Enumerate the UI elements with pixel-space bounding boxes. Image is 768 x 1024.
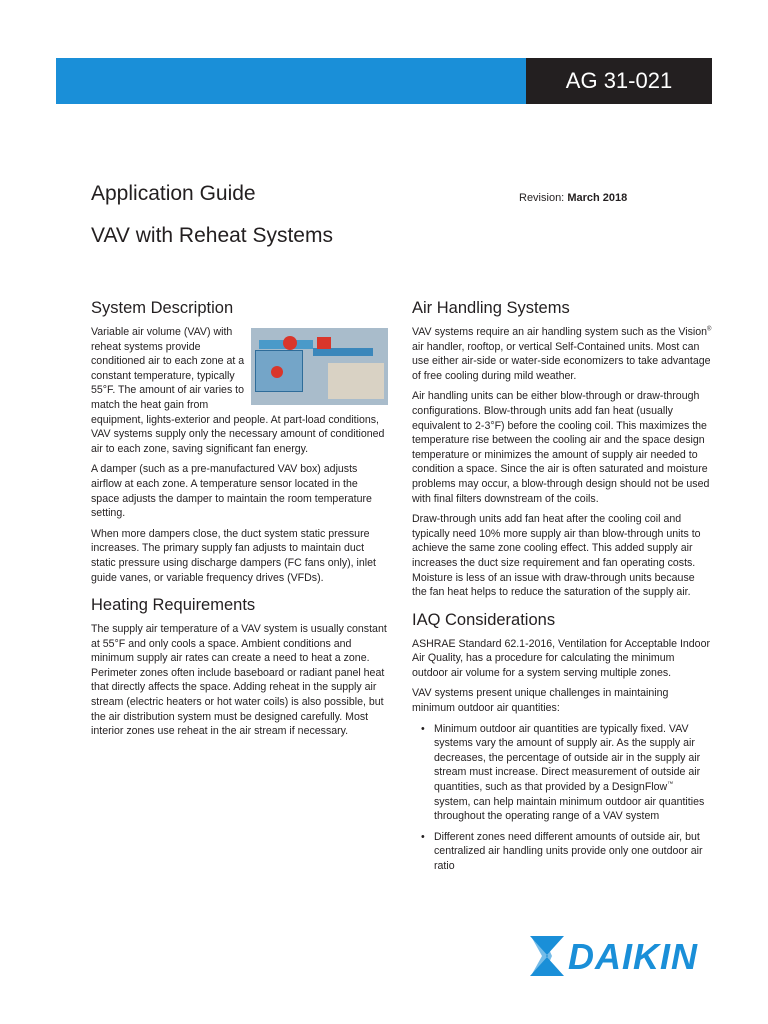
doc-title: Application Guide bbox=[91, 182, 256, 205]
list-item bbox=[434, 722, 712, 824]
iaq-bullet-list bbox=[412, 722, 712, 874]
illustration-vav-box bbox=[317, 337, 331, 349]
revision-date: March 2018 bbox=[567, 192, 628, 204]
paragraph: A damper (such as a pre-manufactured VAV box) adjusts airflow at each zone. A temperature sensor located in the space adjusts the damper to maintain the room temperature setting. bbox=[91, 463, 372, 520]
paragraph: Draw-through units add fan heat after the cooling coil and typically need 10% more supply air than blow-through units to achieve the same zone cooling effect. This added supply air increases the duct size requirement and fan operating costs. Moisture is less of an issue with draw-through units because the fan heat helps to reduce the saturation of the supply air. bbox=[412, 513, 701, 599]
doc-subtitle: VAV with Reheat Systems bbox=[91, 224, 333, 247]
header-band bbox=[56, 58, 526, 104]
paragraph: When more dampers close, the duct system static pressure increases. The primary supply fan adjusts to maintain duct static pressure using discharge dampers (FC fans only), inlet guide vanes, or variable frequency drives (VFDs). bbox=[91, 527, 376, 584]
illustration-fan bbox=[283, 336, 297, 350]
paragraph: Air handling units can be either blow-through or draw-through configurations. Blow-through units add fan heat (usually equivalent to 2-3°F) before the cooling coil. This maximizes the temperature rise between the cooling air and the space design temperature or minimizes the amount of supply air needed to condition a space. Since the air is often saturated and moisture problems may occur, a blow-through design should not be used with final filters downstream of the coils. bbox=[412, 390, 710, 505]
paragraph: VAV systems present unique challenges in maintaining minimum outdoor air quantities: bbox=[412, 687, 669, 715]
vav-system-illustration bbox=[251, 328, 388, 405]
air-handling-heading: Air Handling Systems bbox=[412, 299, 570, 317]
text-run: Minimum outdoor air quantities are typically fixed. VAV systems vary the amount of supply air. As the supply air decreases, the percentage of outside air in the supply air stream must increase. Direct measurement of outside air quantities, such as that provided by a DesignFlow bbox=[434, 722, 701, 794]
paragraph: The supply air temperature of a VAV system is usually constant at 55°F and only cools a space. Ambient conditions and minimum supply air rates can create a need to heat a zone. Perimeter zones often include baseboard or radiant panel heat that directly affects the space. Adding reheat in the supply air stream (electric heaters or hot water coils) is also possible, but the air distribution system must be designed carefully. Most interior zones use reheat in the air stream if necessary. bbox=[91, 623, 387, 738]
text-run: VAV systems require an air handling system such as the Vision bbox=[412, 326, 707, 338]
revision-label: Revision: bbox=[519, 192, 565, 204]
heating-requirements-heading: Heating Requirements bbox=[91, 596, 256, 615]
paragraph: Variable air volume (VAV) with reheat systems provide conditioned air to each zone at a constant temperature, typically 55°F. The amount of air varies to match the heat gain from equipment, lights-exterior and people. At part-load conditions, VAV systems supply only the necessary amount of conditioned air to each zone, saving significant fan energy. bbox=[91, 326, 385, 455]
text-run: system, can help maintain minimum outdoor air quantities throughout the operating range of a VAV system bbox=[434, 795, 705, 823]
registered-mark: ® bbox=[707, 326, 712, 333]
illustration-room bbox=[328, 363, 384, 399]
paragraph bbox=[412, 325, 712, 383]
paragraph: ASHRAE Standard 62.1-2016, Ventilation for Acceptable Indoor Air Quality, has a procedure for calculating the minimum outdoor air volume for a system serving multiple zones. bbox=[412, 637, 710, 679]
left-column bbox=[91, 298, 388, 745]
trademark-mark: ™ bbox=[667, 781, 674, 788]
revision bbox=[519, 192, 627, 204]
system-description-heading: System Description bbox=[91, 299, 234, 317]
doc-number: AG 31-021 bbox=[526, 58, 712, 104]
illustration-fan bbox=[271, 366, 283, 378]
iaq-heading: IAQ Considerations bbox=[412, 610, 556, 629]
text-run: air handler, rooftop, or vertical Self-Contained units. Most can use either air-side or water-side economizers to take advantage of free cooling during mild weather. bbox=[412, 340, 711, 382]
list-item: • Different zones need different amounts of outside air, but centralized air handling units provide only one outdoor air ratio bbox=[434, 830, 712, 874]
logo-text: DAIKIN bbox=[568, 936, 698, 977]
right-column bbox=[412, 298, 712, 880]
illustration-duct bbox=[313, 348, 373, 356]
